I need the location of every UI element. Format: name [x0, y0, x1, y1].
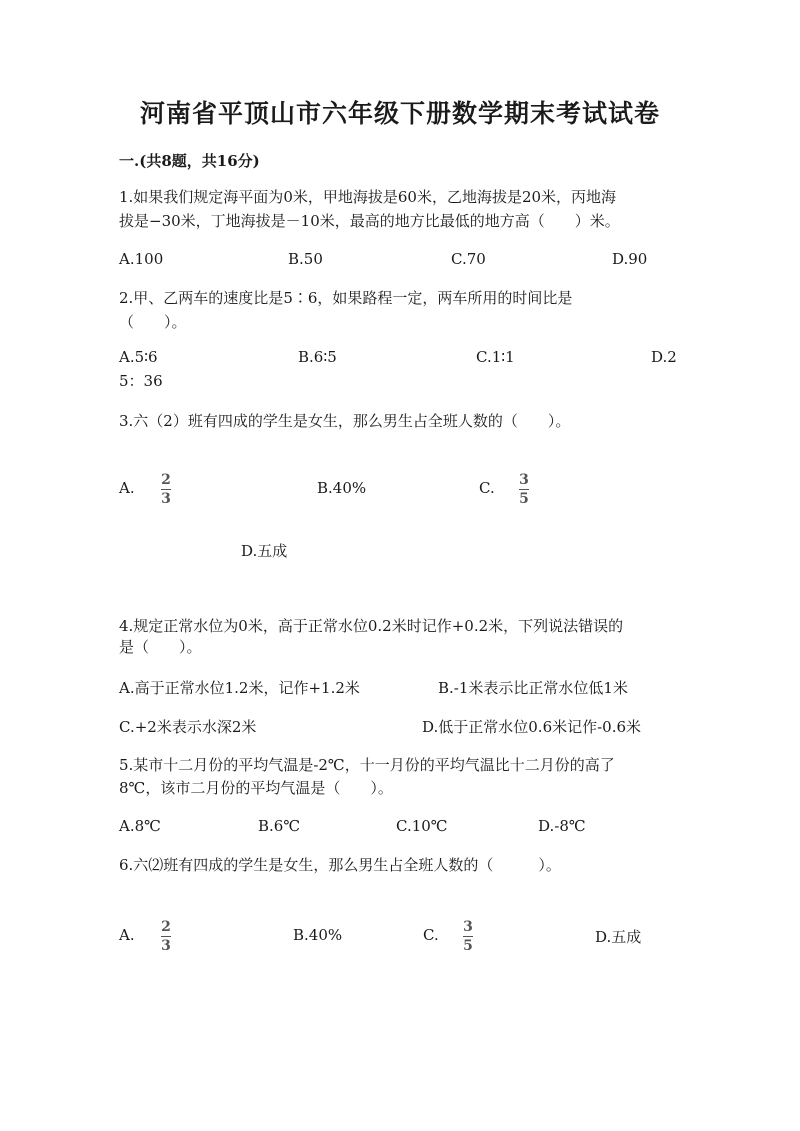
question-4-option-d: D.低于正常水位0.6米记作-0.6米 [422, 718, 642, 736]
question-3-option-c: C. [479, 479, 495, 497]
question-6-option-c: C. [423, 926, 439, 944]
page-title: 河南省平顶山市六年级下册数学期末考试试卷 [139, 99, 660, 128]
question-6-fraction-a [161, 920, 171, 953]
question-1-option-c: C.70 [451, 250, 486, 268]
question-5-option-d: D.-8℃ [538, 817, 586, 835]
fraction-denominator: 3 [161, 938, 171, 954]
question-1-line-2: 拔是−30米，丁地海拔是－10米，最高的地方比最低的地方高（ ）米。 [119, 212, 620, 230]
question-1-option-d: D.90 [612, 250, 648, 268]
question-3-line-1: 3.六（2）班有四成的学生是女生，那么男生占全班人数的（ ）。 [119, 412, 571, 430]
fraction-denominator: 5 [463, 938, 473, 954]
question-6-option-b: B.40% [293, 926, 343, 944]
question-4-line-1: 4.规定正常水位为0米，高于正常水位0.2米时记作+0.2米，下列说法错误的 [119, 617, 624, 635]
question-4-option-b: B.-1米表示比正常水位低1米 [438, 679, 628, 697]
question-5-option-a: A.8℃ [119, 817, 161, 835]
question-1-option-b: B.50 [288, 250, 323, 268]
fraction-numerator: 2 [161, 919, 171, 935]
question-2-option-c: C.1∶1 [476, 348, 515, 366]
question-2-option-d-wrap: 5：36 [119, 372, 163, 390]
question-6-option-d: D.五成 [595, 928, 642, 946]
question-3-option-a: A. [119, 479, 135, 497]
question-5-option-c: C.10℃ [396, 817, 448, 835]
question-1-option-a: A.100 [119, 250, 164, 268]
question-3-fraction-a [161, 473, 171, 506]
question-3-option-d: D.五成 [241, 542, 288, 560]
fraction-bar [161, 489, 171, 490]
question-2-line-1: 2.甲、乙两车的速度比是5∶6，如果路程一定，两车所用的时间比是 [119, 289, 573, 307]
fraction-bar [463, 936, 473, 937]
question-5-line-2: 8℃，该市二月份的平均气温是（ ）。 [119, 779, 393, 797]
question-6-fraction-c [463, 920, 473, 953]
question-5-line-1: 5.某市十二月份的平均气温是-2℃，十一月份的平均气温比十二月份的高了 [119, 756, 615, 774]
question-3-option-b: B.40% [317, 479, 367, 497]
question-4-option-a: A.高于正常水位1.2米，记作+1.2米 [119, 679, 360, 697]
fraction-numerator: 3 [463, 919, 473, 935]
fraction-bar [161, 936, 171, 937]
section-heading: 一.(共8题，共16分) [119, 152, 260, 170]
fraction-numerator: 2 [161, 472, 171, 488]
question-2-option-d: D.2 [651, 348, 677, 366]
fraction-denominator: 5 [519, 491, 529, 507]
question-2-option-a: A.5∶6 [119, 348, 158, 366]
question-6-option-a: A. [119, 926, 135, 944]
question-2-option-b: B.6∶5 [298, 348, 337, 366]
fraction-numerator: 3 [519, 472, 529, 488]
question-2-line-2: （ ）。 [119, 313, 187, 331]
fraction-denominator: 3 [161, 491, 171, 507]
question-3-fraction-c [519, 473, 529, 506]
fraction-bar [519, 489, 529, 490]
question-4-option-c: C.+2米表示水深2米 [119, 718, 257, 736]
question-5-option-b: B.6℃ [258, 817, 301, 835]
question-4-line-2: 是（ ）。 [119, 638, 202, 656]
question-1-line-1: 1.如果我们规定海平面为0米，甲地海拔是60米，乙地海拔是20米，丙地海 [119, 188, 617, 206]
question-6-line-1: 6.六⑵班有四成的学生是女生，那么男生占全班人数的（ ）。 [119, 856, 561, 874]
